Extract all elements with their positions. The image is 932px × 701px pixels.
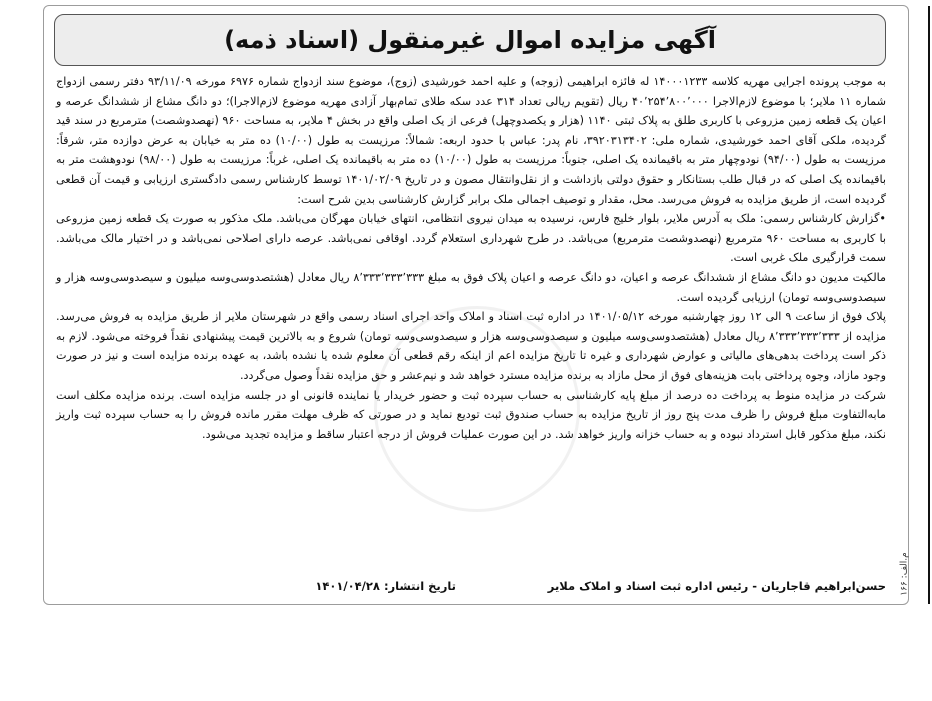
publish-date-label: تاریخ انتشار: [383, 579, 456, 593]
signature: حسن‌ابراهیم قاجاریان - رئیس اداره ثبت اسناد و املاک ملایر [547, 579, 886, 593]
notice-title: آگهی مزایده اموال غیرمنقول (اسناد ذمه) [54, 14, 886, 66]
notice-paragraph: به موجب پرونده اجرایی مهریه کلاسه ۱۴۰۰۰۱۲۳۳ له فائزه ابراهیمی (زوجه) و علیه احمد خورشیدی (زوج)، موضوع سند ازدواج شماره ۶۹۷۶ مورخه ۹۳/۱۱/۰۹ دفتر رسمی ازدواج شماره ۱۱ ملایر؛ با موضوع لازم‌الاجرا ۴۰٬۲۵۴٬۸۰۰٬۰۰۰ ریال (تقویم ریالی تعداد ۳۱۴ عدد سکه طلای تمام‌بهار آزادی مهریه موضوع لازم‌الاجرا)؛ دو دانگ مشاع از ششدانگ عرصه و اعیان یک قطعه زمین مزروعی با کاربری طلق به پلاک ثبتی ۱۱۴۰ (هزار و یکصدوچهل) فرعی از یک اصلی واقع در بخش ۴ ملایر، به مساحت ۹۶۰ (نهصدوشصت) مترمربع در سند قید گردیده، ملکی آقای احمد خورشیدی، شماره ملی: ۳۹۲۰۳۱۳۴۰۲، نام پدر: عباس با حدود اربعه: شمالاً: مرزیست به طول (۱۰/۰۰) ده متر به خیابان به عرض دوازده متر، شرقاً: مرزیست به طول (۹۴/۰۰) نودوچهار متر به باقیمانده یک اصلی، جنوباً: مرزیست به طول (۱۰/۰۰) ده متر به باقیمانده یک اصلی، غرباً: مرزیست به طول (۹۸/۰۰) نودوهشت متر به باقیمانده یک اصلی که در قبال طلب بستانکار و حقوق دولتی بازداشت و از نقل‌وانتقال مصون و در تاریخ ۱۴۰۱/۰۲/۰۹ توسط کارشناس رسمی دادگستری ارزیابی و قیمت آن قطعی گردیده است، از طریق مزایده به فروش می‌رسد. محل، مقدار و توصیف اجمالی ملک برابر گزارش کارشناسی بدین شرح است: [56, 75, 887, 206]
notice-paragraph: شرکت در مزایده منوط به پرداخت ده درصد از مبلغ پایه کارشناسی به حساب سپرده ثبت و حضور خریدار یا نماینده قانونی او در جلسه مزایده است. برنده مزایده مکلف است مابه‌التفاوت مبلغ فروش را ظرف مدت پنج روز از تاریخ مزایده به حساب صندوق ثبت تودیع نماید و در صورتی که ظرف مهلت مقرر مانده فروش را به حساب سپرده ثبت واریز نکند، مبلغ مذکور قابل استرداد نبوده و به حساب خزانه واریز خواهد شد. در این صورت عملیات فروش از درجه اعتبار ساقط و مزایده تجدید می‌شود. [56, 388, 886, 441]
publish-date [315, 579, 456, 593]
notice-paragraph: مالکیت مدیون دو دانگ مشاع از ششدانگ عرصه و اعیان، دو دانگ عرصه و اعیان پلاک فوق به مبلغ ۸٬۳۳۳٬۳۳۳٬۳۳۳ ریال معادل (هشتصدوسی‌وسه میلیون و سیصدوسی‌وسه هزار و سیصدوسی‌وسه تومان) ارزیابی گردیده است. [56, 270, 886, 304]
reference-code [895, 546, 915, 602]
notice-footer [56, 579, 886, 599]
notice-paragraph: •گزارش کارشناس رسمی: ملک به آدرس ملایر، بلوار خلیج فارس، نرسیده به میدان نیروی انتظامی، انتهای خیابان مهرگان می‌باشد. ملک مذکور به صورت یک قطعه زمین مزروعی با کاربری به مساحت ۹۶۰ مترمربع (نهصدوشصت مترمربع) می‌باشد. در طرح شهرداری استعلام گردد. اوقافی نمی‌باشد. عرصه دارای اصلاحی نمی‌باشد و در اختیار مالک می‌باشد. سمت قرارگیری ملک غربی است. [56, 212, 886, 265]
publish-date-value: ۱۴۰۱/۰۴/۲۸ [315, 579, 380, 593]
page-edge-rule [928, 6, 930, 604]
auction-notice [43, 5, 909, 605]
notice-body [56, 72, 886, 444]
notice-paragraph: پلاک فوق از ساعت ۹ الی ۱۲ روز چهارشنبه مورخه ۱۴۰۱/۰۵/۱۲ در اداره ثبت اسناد و املاک واحد اجرای اسناد رسمی واقع در شهرستان ملایر از طریق مزایده به فروش می‌رسد. مزایده از ۸٬۳۳۳٬۳۳۳٬۳۳۳ ریال معادل (هشتصدوسی‌وسه میلیون و سیصدوسی‌وسه هزار و سیصدوسی‌وسه تومان) شروع و به بالاترین قیمت پیشنهادی نقداً فروخته می‌شود. لازم به ذکر است پرداخت بدهی‌های مالیاتی و عوارض شهرداری و غیره تا تاریخ مزایده اعم از اینکه رقم قطعی آن معلوم شده یا نشده باشد، به عهده برنده مزایده است و نیز در صورت وجود مازاد، وجوه پرداختی بابت هزینه‌های فوق از محل مازاد به برنده مزایده مسترد خواهد شد و نیم‌عشر و حق مزایده نقداً وصول می‌گردد. [56, 310, 886, 382]
reference-code-text: م.الف: ۱۶۶ [900, 552, 910, 596]
